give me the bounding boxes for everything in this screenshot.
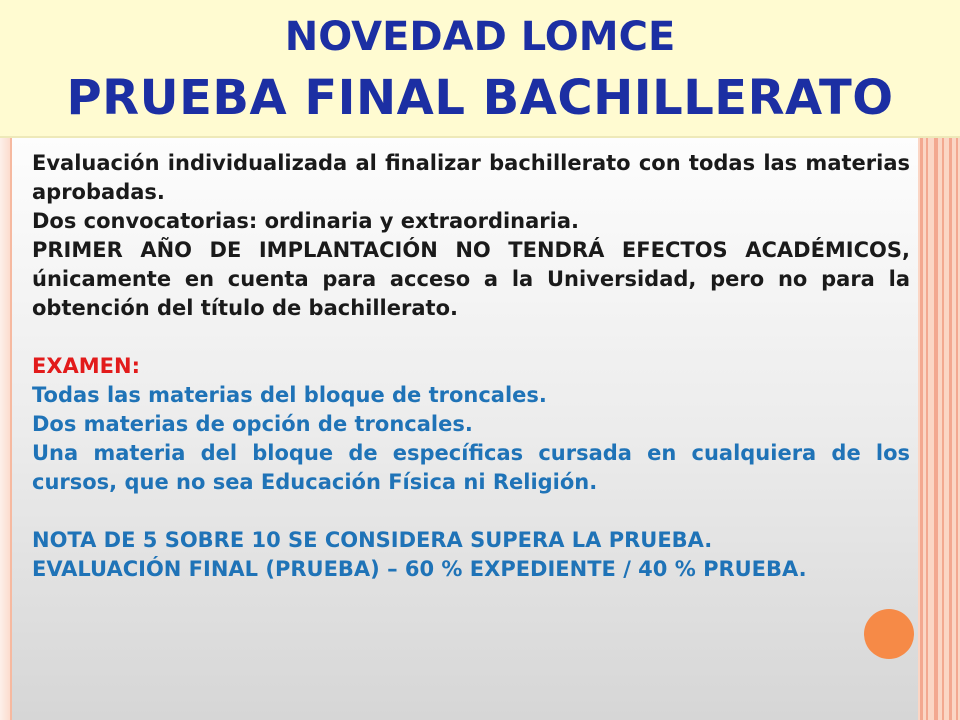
orange-circle-decoration bbox=[864, 609, 914, 659]
slide-title-line1: NOVEDAD LOMCE bbox=[284, 14, 676, 60]
right-band-stripe bbox=[920, 138, 923, 720]
slide-title-line2: PRUEBA FINAL BACHILLERATO bbox=[66, 70, 894, 126]
grading-evaluacion: EVALUACIÓN FINAL (PRUEBA) – 60 % EXPEDIENTE / 40 % PRUEBA. bbox=[32, 557, 807, 581]
right-band-stripe bbox=[942, 138, 944, 720]
left-decorative-line bbox=[10, 138, 12, 720]
slide-body bbox=[32, 149, 910, 584]
exam-item-opcion: Dos materias de opción de troncales. bbox=[32, 412, 473, 436]
right-band-stripe bbox=[934, 138, 938, 720]
blank-line bbox=[32, 323, 910, 352]
right-band-stripe bbox=[926, 138, 928, 720]
exam-heading: EXAMEN: bbox=[32, 354, 141, 378]
exam-item-especificas: Una materia del bloque de específicas cursada en cualquiera de los cursos, que no sea Educación Física ni Religión. bbox=[32, 441, 910, 494]
blank-line bbox=[32, 497, 910, 526]
grading-nota: NOTA DE 5 SOBRE 10 SE CONSIDERA SUPERA LA PRUEBA. bbox=[32, 528, 713, 552]
right-band-stripe bbox=[956, 138, 958, 720]
paragraph-implantacion: PRIMER AÑO DE IMPLANTACIÓN NO TENDRÁ EFECTOS ACADÉMICOS, únicamente en cuenta para acceso a la Universidad, pero no para la obtención del título de bachillerato. bbox=[32, 238, 910, 320]
exam-item-troncales: Todas las materias del bloque de troncales. bbox=[32, 383, 547, 407]
paragraph-evaluation: Evaluación individualizada al finalizar bachillerato con todas las materias aprobadas. bbox=[32, 151, 910, 204]
title-header bbox=[0, 0, 960, 138]
paragraph-convocatorias: Dos convocatorias: ordinaria y extraordinaria. bbox=[32, 209, 579, 233]
right-decorative-band bbox=[918, 138, 960, 720]
right-band-stripe bbox=[949, 138, 952, 720]
